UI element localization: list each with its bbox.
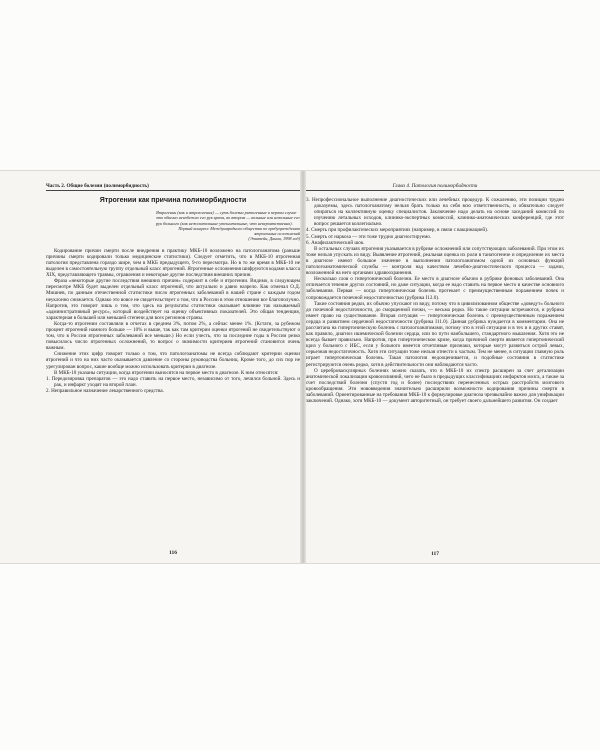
epigraph: [156, 210, 300, 242]
list-item: 3. Непрофессиональное выполнение диагностических или лечебных процедур. К сожалению, эти позиции трудно доказуемы, здесь патологоанатому нельзя брать только на себя всю ответственность, и обязательно следует опираться на коллективную оценку специалистов. Заключение надо делать на основе заседаний комиссий по изучению летальных исходов, клинико-экспертных комиссий, клинико-анатомических конференций, где этот вопрос решается коллегиально.: [306, 197, 564, 228]
left-list: [46, 376, 300, 394]
right-paragraph: В остальных случаях ятрогения указывается в рубрике осложнений или сопутствующих заболеваний. При этом их тоже нельзя упускать из виду. Выявление ятрогений, реальная оценка их роли в танатогенезе и определение их места в диагнозе имеют большое значение в выполнении патологоанатомом одной из основных функций патологоанатомической службы — контроля над качеством лечебно-диагностического процесса — задачи, возложенной на него органами здравоохранения.: [306, 245, 564, 277]
left-paragraph: Фраза «некоторые другие последствия внешних причин» содержит в себе и ятрогении. Видимо, в следующем пересмотре МКБ будет выделен отдельный класс ятрогений, что актуально и давно назрело. Как отмечал О.Д. Мишнев, по данным отечественной статистики число ятрогенных заболеваний в нашей стране с каждым годом неуклонно снижается. Однако это вовсе не свидетельствует о том, что в России в этом отношении все благополучно. Напротив, это говорит лишь о том, что здесь на результаты статистики оказывает влияние так называемый «административный ресурс», который воздействует на оценку объективных показателей. Это общая тенденция, характерная в большей или меньшей степени для всех регионов страны.: [46, 278, 300, 321]
list-item: 2. Неправильное назначение лекарственного средства.: [46, 387, 164, 394]
chapter-title: Ятрогении как причина полиморбидности: [99, 197, 247, 204]
left-page-number: 116: [169, 550, 177, 556]
epigraph-text: Ятрогении (как и ятрологения) — суть болезни ритогенные в первом случае это обычно неизбежно его рук врача, во втором — вольные или невольные его рук больного (как нежелательные утешительные, что невероятственно).: [156, 210, 300, 226]
list-item: 5. Смерть от наркоза — эти тоже трудно диагностируемо.: [306, 233, 432, 240]
right-paragraph: Такие состояния редки, их обычно упускают из виду, потому что в цивилизованном обществе «доведут» больного до почечной недостаточности, до сморщенной почки, — весьма редко. Но такие ситуации встречаются, и рубрика имеет право на существование. Вторая ситуация — гипертоническая болезнь с преимущественным поражением сердца и развитием сердечной недостаточности (рубрика I11.0). Данная рубрика нуждается в комментарии. Она не рассчитана на гипертоническую болезнь с патологоанатомами, потому что в этой ситуации и в тех и в других ставят, как правило, диагноз ишемической болезни сердца, или по пути наибольшего, стандартного мышления. Хотя это не всегда бывает правильно. Напротив, при гипертоническом кризе, когда причиной смерти является гипертонический криз у больного с ИБС, если у больного имеется отчетливые признаки, которые могут развиться острой левых, серьезная недостаточность. Хотя эти ситуации тоже нельзя отнести к частым. Тем не менее, в ситуации главную роль играет гипертоническая болезнь. Такая патология недооценивается, и подобные состояния в статистике регистрируются очень редко, хотя в действительности они наблюдаются часто.: [306, 300, 564, 368]
left-paragraph: В МКБ-10 указаны ситуации, когда ятрогении выносятся на первое место в диагнозе. К ним относятся:: [54, 369, 279, 376]
right-running-head: Глава 4. Патология полиморбидности: [306, 183, 564, 191]
list-item: 1. Передозировка препаратов — это надо ставить на первое место, независимо от того, лечился больной. Здесь и рак, и инфаркт уходят на второй план.: [46, 375, 300, 388]
list-item: 4. Смерть при профилактических мероприятиях (например, в связи с вакцинацией).: [306, 227, 489, 234]
right-page: [306, 183, 564, 557]
left-running-head: Часть 2. Общие болезни (полиморбидность): [46, 183, 300, 191]
left-paragraph: Снижение этих цифр говорит только о том, что патологоанатомы не всегда соблюдают критерии оценки ятрогений и что на них часто оказывается давление со стороны руководства больниц. Кроме того, до сих пор не урегулирован вопрос, какие вообще можно использовать критерии в диагнозе.: [46, 351, 300, 370]
left-page: [46, 183, 300, 557]
book-spread: [0, 170, 600, 564]
epigraph-source: [156, 226, 300, 242]
right-paragraph: О цереброваскулярных болезнях можно сказать, что в МКБ-10 их спектр расширен за счет детализации анатомической локализации кровоизлияний, чего не было в предыдущих классификациях инфарктов мозга, а также за счет последствий болезни (спустя год и более) последствиях перенесенных острых расстройств мозгового кровообращения. Эти нововведения значительно расширили возможности кодирования причины смерти в заболеваний. Ориентированные на требования МКБ-10 к формулировке диагноза чрезвычайно важно для унификации заключений. Однако, хотя МКБ-10 — документ авторитетный, он требует своего дальнейшего развития. Он создает: [306, 367, 564, 405]
list-item: 6. Анафилактический шок.: [306, 239, 365, 246]
left-paragraph: Когда-то ятрогении составляли в отчетах в среднем 3%, потом 2%, а сейчас менее 1%. (Кстати, за рубежом процент ятрогений намного больше — 10% и выше, так как там критерии оценки ятрогений не свидетельствуют о том, что в России ятрогенных заболеваний все меньше.) Но если учесть, что за последние годы в России резко повысилось число ятрогенных осложнений, то вопрос о значимости критериев ятрогений становится очень важным.: [46, 320, 300, 352]
epigraph-source-line-2: (Эпштейн, Дании, 1998 год): [248, 236, 300, 242]
right-list: [306, 197, 564, 246]
left-paragraph: Кодирование причин смерти после внедрения в практику МКБ-10 возложено на патологоанатома (раньше причины смерти кодировали только медицинские статистики). Следует отметить, что в МКБ-10 ятрогенная патология представлена гораздо шире, чем в МКБ предыдущего, 9-го пересмотра. Но в то же время в МКБ-10 не выделен в самостоятельную группу отдельный класс ятрогений. Ятрогенные осложнения шифруются кодами класса XIX, представляющего травмы, отравления и некоторые другие последствия внешних причин.: [46, 247, 300, 279]
right-paragraph: Несколько слов о гипертонической болезни. Ее место в диагнозе обычно в рубрике фоновых заболеваний. Она отличается течение других состояний, но даже ситуации, когда ее надо ставить на первое место в качестве основного заболевания. Первая — когда гипертоническая болезнь протекает с преимущественным поражением почек и сопровождается почечной недостаточностью (рубрика I12.0).: [306, 276, 564, 301]
epigraph-source-line-1: Первый конгресс Международного общества по предупреждению ятрогенных осложнений: [178, 225, 300, 237]
right-page-number: 117: [431, 551, 439, 557]
